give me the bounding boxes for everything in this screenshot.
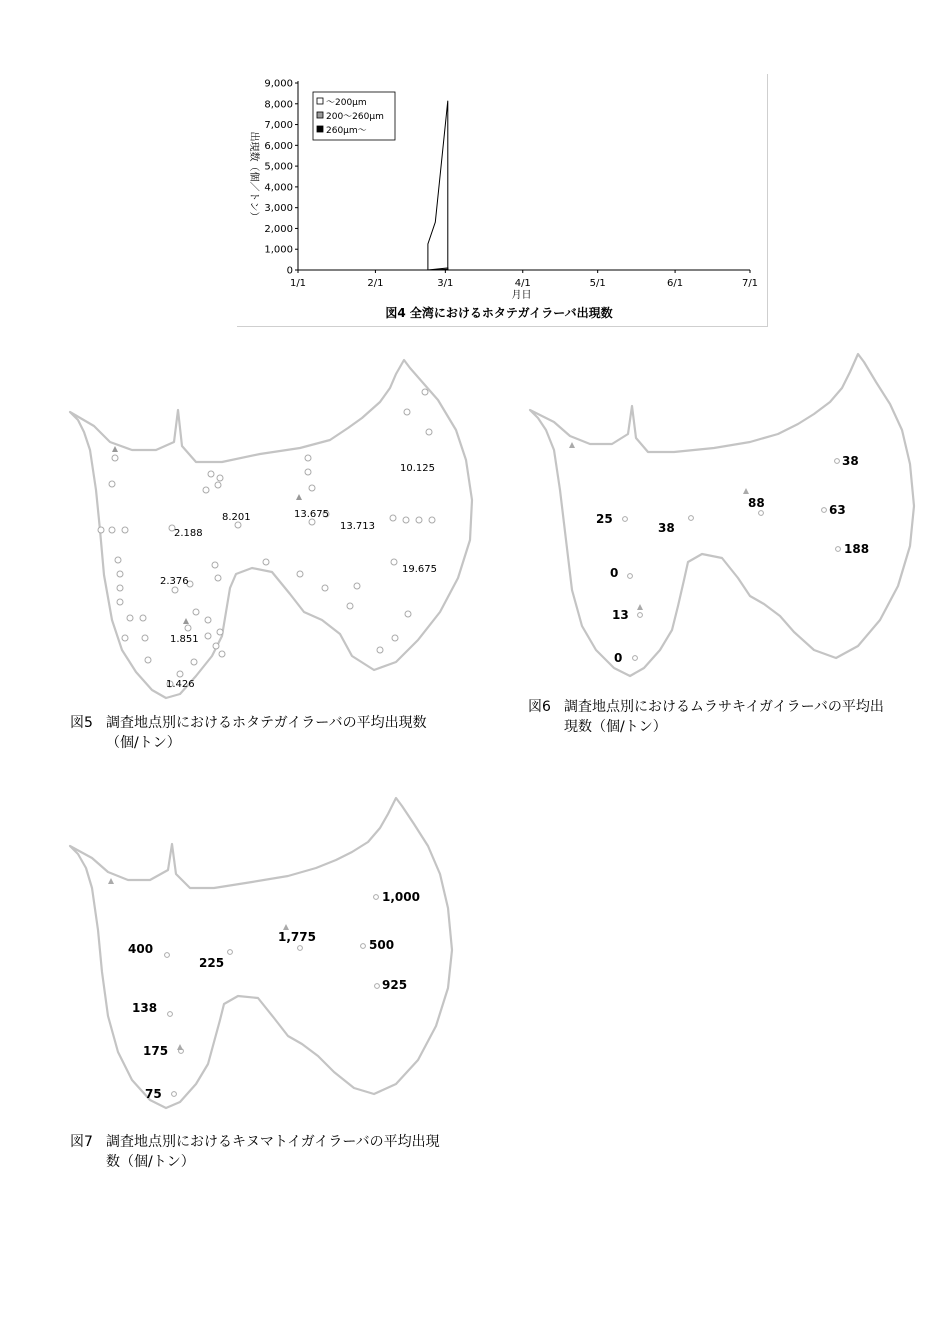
y-axis-label: 出現数（個／トン） bbox=[248, 131, 259, 222]
station-marker bbox=[228, 950, 233, 955]
station-marker bbox=[212, 562, 218, 568]
station-label: 175 bbox=[143, 1044, 169, 1058]
station-marker bbox=[305, 469, 311, 475]
station-triangle bbox=[183, 618, 189, 624]
station-marker bbox=[623, 517, 628, 522]
station-marker bbox=[822, 508, 827, 513]
station-marker bbox=[377, 647, 383, 653]
station-label: 13 bbox=[612, 608, 629, 622]
station-marker bbox=[689, 516, 694, 521]
station-label: 1.851 bbox=[170, 634, 199, 645]
station-label: 10.125 bbox=[400, 463, 435, 474]
station-marker bbox=[404, 409, 410, 415]
figure4-chart bbox=[237, 74, 767, 326]
y-tick-label: 3,000 bbox=[264, 203, 293, 215]
station-marker bbox=[309, 485, 315, 491]
station-marker bbox=[759, 511, 764, 516]
legend-label: 260μm～ bbox=[326, 126, 367, 136]
x-tick-label: 4/1 bbox=[514, 278, 531, 289]
chart-legend bbox=[313, 92, 395, 140]
caption-text: 調査地点別におけるムラサキイガイラーバの平均出 bbox=[564, 699, 884, 715]
figure-number: 図5 bbox=[70, 715, 93, 731]
station-marker bbox=[422, 389, 428, 395]
station-marker bbox=[98, 527, 104, 533]
series-area-1 bbox=[428, 101, 448, 270]
station-marker bbox=[374, 895, 379, 900]
x-tick-labels bbox=[290, 270, 758, 289]
figure6-caption bbox=[528, 697, 884, 737]
y-tick-label: 9,000 bbox=[264, 78, 293, 90]
station-label: 1,775 bbox=[278, 930, 316, 944]
station-marker bbox=[203, 487, 209, 493]
station-marker bbox=[836, 547, 841, 552]
station-marker bbox=[205, 633, 211, 639]
station-marker bbox=[298, 946, 303, 951]
station-marker bbox=[172, 1092, 177, 1097]
figure-number: 図7 bbox=[70, 1134, 93, 1150]
legend-label: ～200μm bbox=[326, 98, 367, 108]
station-marker bbox=[122, 635, 128, 641]
station-label: 2.188 bbox=[174, 528, 203, 539]
station-label: 500 bbox=[369, 938, 395, 952]
station-marker bbox=[215, 482, 221, 488]
station-label: 0 bbox=[610, 566, 619, 580]
caption-text: 数（個/トン） bbox=[106, 1154, 195, 1170]
station-triangle bbox=[637, 604, 643, 610]
y-tick-label: 0 bbox=[286, 265, 293, 277]
station-label: 38 bbox=[842, 454, 859, 468]
figure7-map bbox=[0, 790, 490, 1130]
station-marker bbox=[263, 559, 269, 565]
figure-number: 図6 bbox=[528, 699, 551, 715]
y-tick-label: 1,000 bbox=[264, 244, 293, 256]
station-marker bbox=[122, 527, 128, 533]
station-marker bbox=[112, 455, 118, 461]
figure5-map bbox=[0, 350, 490, 710]
station-marker bbox=[391, 559, 397, 565]
station-marker bbox=[191, 659, 197, 665]
station-label: 19.675 bbox=[402, 564, 437, 575]
station-label: 225 bbox=[199, 956, 225, 970]
station-label: 13.713 bbox=[340, 521, 375, 532]
x-tick-label: 1/1 bbox=[289, 278, 307, 289]
x-tick-label: 7/1 bbox=[741, 278, 759, 289]
station-label: 0 bbox=[614, 651, 623, 665]
caption-text: 調査地点別におけるホタテガイラーバの平均出現数 bbox=[106, 715, 427, 731]
station-marker bbox=[213, 643, 219, 649]
station-marker bbox=[127, 615, 133, 621]
station-marker bbox=[297, 571, 303, 577]
station-marker bbox=[375, 984, 380, 989]
station-marker bbox=[638, 613, 643, 618]
station-label: 925 bbox=[382, 978, 408, 992]
station-marker bbox=[426, 429, 432, 435]
station-triangle bbox=[112, 446, 118, 452]
figure5-caption bbox=[70, 713, 427, 753]
legend-swatch bbox=[317, 126, 323, 132]
station-marker bbox=[109, 527, 115, 533]
bay-coastline bbox=[530, 354, 914, 676]
station-marker bbox=[145, 657, 151, 663]
station-marker bbox=[177, 671, 183, 677]
caption-text: 現数（個/トン） bbox=[564, 719, 667, 735]
station-marker bbox=[168, 1012, 173, 1017]
station-marker bbox=[217, 629, 223, 635]
y-tick-label: 2,000 bbox=[264, 223, 293, 235]
figure4-caption: 図4 全湾におけるホタテガイラーバ出現数 bbox=[385, 306, 613, 320]
y-tick-label: 8,000 bbox=[264, 99, 293, 111]
x-tick-label: 2/1 bbox=[367, 278, 384, 289]
station-marker bbox=[142, 635, 148, 641]
caption-text: （個/トン） bbox=[106, 735, 181, 751]
station-label: 400 bbox=[128, 942, 154, 956]
station-label: 13.675 bbox=[294, 509, 329, 520]
station-label: 88 bbox=[748, 496, 765, 510]
station-markers bbox=[623, 459, 841, 661]
station-marker bbox=[115, 557, 121, 563]
station-marker bbox=[215, 575, 221, 581]
figure6-map bbox=[524, 350, 924, 695]
station-marker bbox=[208, 471, 214, 477]
figure7-caption bbox=[70, 1132, 440, 1172]
station-marker bbox=[109, 481, 115, 487]
station-marker bbox=[628, 574, 633, 579]
caption-text: 調査地点別におけるキヌマトイガイラーバの平均出現 bbox=[106, 1134, 440, 1150]
station-marker bbox=[392, 635, 398, 641]
station-label: 25 bbox=[596, 512, 613, 526]
station-marker bbox=[390, 515, 396, 521]
station-triangle bbox=[177, 1044, 183, 1050]
station-label: 75 bbox=[145, 1087, 162, 1101]
station-markers bbox=[165, 895, 380, 1097]
x-tick-label: 6/1 bbox=[667, 278, 684, 289]
x-tick-label: 3/1 bbox=[437, 278, 454, 289]
station-label: 1,000 bbox=[382, 890, 420, 904]
legend-swatch bbox=[317, 112, 323, 118]
bay-coastline bbox=[70, 360, 472, 698]
x-tick-label: 5/1 bbox=[589, 278, 606, 289]
station-marker bbox=[217, 475, 223, 481]
station-label: 63 bbox=[829, 503, 846, 517]
station-triangle bbox=[569, 442, 575, 448]
station-label: 2.376 bbox=[160, 576, 189, 587]
y-tick-labels bbox=[264, 79, 298, 277]
station-marker bbox=[140, 615, 146, 621]
station-marker bbox=[354, 583, 360, 589]
station-label: 38 bbox=[658, 521, 675, 535]
y-tick-label: 7,000 bbox=[264, 120, 293, 132]
y-tick-label: 5,000 bbox=[264, 161, 293, 173]
station-marker bbox=[405, 611, 411, 617]
station-marker bbox=[347, 603, 353, 609]
station-marker bbox=[305, 455, 311, 461]
station-triangle bbox=[296, 494, 302, 500]
station-marker bbox=[429, 517, 435, 523]
station-marker bbox=[322, 585, 328, 591]
station-marker bbox=[185, 625, 191, 631]
station-triangle bbox=[743, 488, 749, 494]
legend-swatch bbox=[317, 98, 323, 104]
station-marker bbox=[117, 571, 123, 577]
station-marker bbox=[219, 651, 225, 657]
station-label: 1.426 bbox=[166, 679, 195, 690]
x-axis-label: 月日 bbox=[511, 290, 532, 301]
station-marker bbox=[403, 517, 409, 523]
series-area-3 bbox=[428, 269, 448, 270]
chart-series bbox=[428, 101, 448, 270]
station-marker bbox=[361, 944, 366, 949]
station-marker bbox=[193, 609, 199, 615]
station-marker bbox=[117, 585, 123, 591]
station-label: 8.201 bbox=[222, 512, 251, 523]
station-marker bbox=[172, 587, 178, 593]
station-markers bbox=[98, 389, 435, 687]
legend-label: 200～260μm bbox=[326, 112, 384, 122]
station-triangle bbox=[108, 878, 114, 884]
station-marker bbox=[416, 517, 422, 523]
station-label: 138 bbox=[132, 1001, 158, 1015]
station-marker bbox=[205, 617, 211, 623]
y-tick-label: 4,000 bbox=[264, 182, 293, 194]
y-tick-label: 6,000 bbox=[264, 140, 293, 152]
station-marker bbox=[835, 459, 840, 464]
station-marker bbox=[165, 953, 170, 958]
station-label: 188 bbox=[844, 542, 870, 556]
station-marker bbox=[633, 656, 638, 661]
station-marker bbox=[117, 599, 123, 605]
